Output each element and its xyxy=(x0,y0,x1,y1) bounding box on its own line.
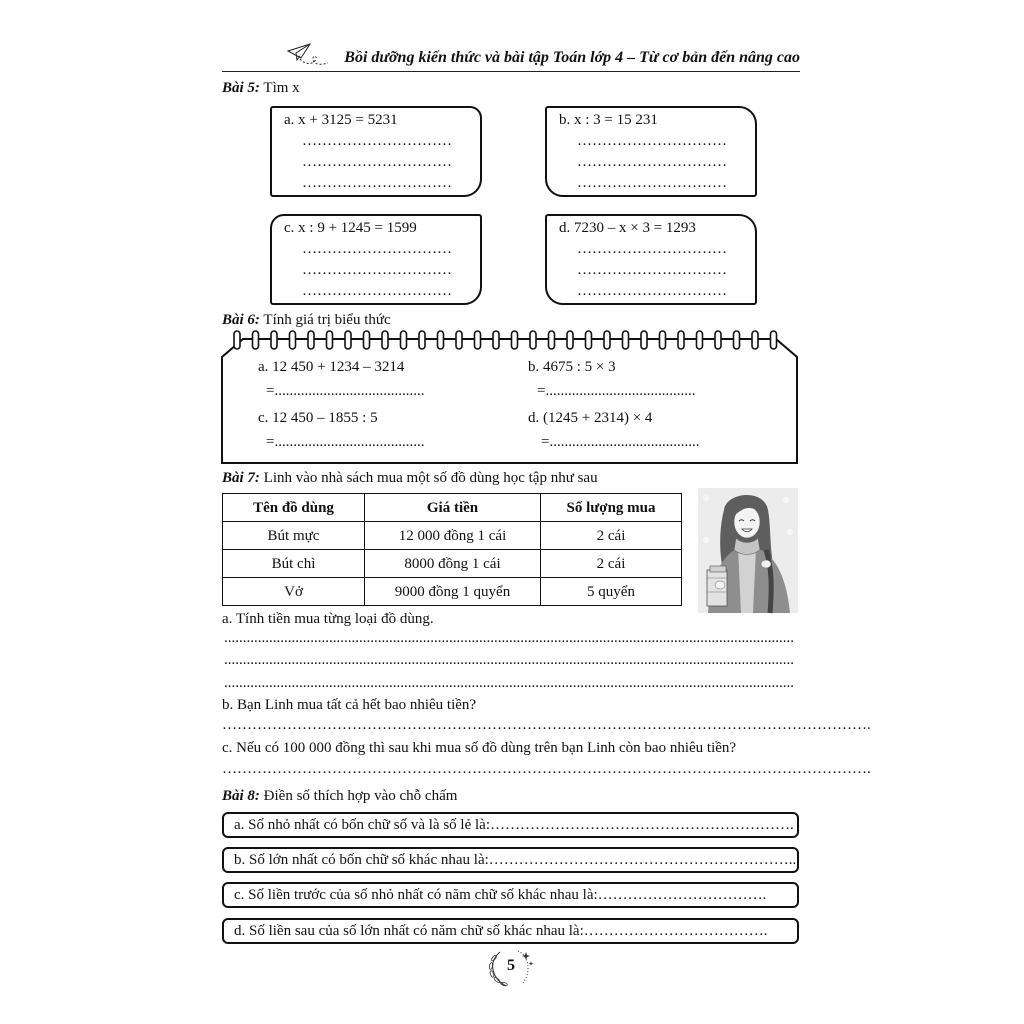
spiral-ring xyxy=(401,331,407,349)
plane-trail xyxy=(300,56,328,64)
table-cell: Vở xyxy=(223,578,365,606)
bai5-problem-c: c. x : 9 + 1245 = 1599 xyxy=(284,220,417,236)
spiral-ring xyxy=(530,331,536,349)
bai6-answer-c: =........................................ xyxy=(266,434,425,450)
spiral-ring xyxy=(438,331,444,349)
spiral-ring xyxy=(475,331,481,349)
hand xyxy=(715,581,725,589)
spiral-ring xyxy=(308,331,314,349)
answer-line: ........................................................................................................................................................ xyxy=(224,652,794,668)
page-number: 5 xyxy=(507,957,515,974)
answer-dots: ………………………… xyxy=(577,175,727,191)
bai8-instruction: Điền số thích hợp vào chỗ chấm xyxy=(263,788,458,804)
bai6-answer-a: =........................................ xyxy=(266,383,425,399)
spiral-ring xyxy=(549,331,555,349)
book xyxy=(710,566,726,572)
answer-line: ........................................................................................................................................................ xyxy=(224,630,794,646)
spiral-ring xyxy=(512,331,518,349)
answer-line: …………………………………………………………………………………………………………………. xyxy=(222,761,871,777)
header-rule xyxy=(222,71,800,72)
paper-plane-icon xyxy=(286,42,330,68)
pattern-dot xyxy=(787,529,793,535)
spiral-ring xyxy=(586,331,592,349)
answer-dots: ………………………… xyxy=(577,241,727,257)
answer-dots: ………………………… xyxy=(577,154,727,170)
spiral-ring xyxy=(567,331,573,349)
table-cell: 8000 đồng 1 cái xyxy=(365,550,541,578)
table-cell: 12 000 đồng 1 cái xyxy=(365,522,541,550)
bai6-expression-b: b. 4675 : 5 × 3 xyxy=(528,359,616,375)
pattern-dot xyxy=(703,495,709,501)
bai6-expression-d: d. (1245 + 2314) × 4 xyxy=(528,410,653,426)
bai5-problem-a: a. x + 3125 = 5231 xyxy=(284,112,398,128)
spiral-ring xyxy=(493,331,499,349)
table-cell: Bút mực xyxy=(223,522,365,550)
shirt xyxy=(738,548,756,613)
star-icon xyxy=(528,961,533,966)
spiral-ring xyxy=(734,331,740,349)
bai6-expression-c: c. 12 450 – 1855 : 5 xyxy=(258,410,378,426)
bai5-instruction: Tìm x xyxy=(263,80,300,96)
header-title: Bồi dưỡng kiến thức và bài tập Toán lớp 4 – Từ cơ bản đến nâng cao xyxy=(344,49,800,66)
answer-dots: ………………………… xyxy=(577,283,727,299)
spiral-ring xyxy=(345,331,351,349)
bai6-label: Bài 6: xyxy=(222,312,260,328)
spiral-ring xyxy=(456,331,462,349)
spiral-ring xyxy=(641,331,647,349)
star-icon xyxy=(522,952,530,960)
table-cell: 2 cái xyxy=(541,522,682,550)
bai5-problem-b: b. x : 3 = 15 231 xyxy=(559,112,658,128)
bai5-box-a xyxy=(270,106,482,197)
answer-line: …………………………………………………………………………………………………………………. xyxy=(222,717,871,733)
wreath-leaf xyxy=(491,954,498,961)
supplies-table xyxy=(222,493,682,606)
bai5-box-b xyxy=(545,106,757,197)
bai7-instruction: Linh vào nhà sách mua một số đồ dùng học tập như sau xyxy=(263,470,598,486)
student-illustration xyxy=(698,488,798,613)
answer-line: ........................................................................................................................................................ xyxy=(224,675,794,691)
spiral-ring xyxy=(271,331,277,349)
table-header-row xyxy=(223,494,682,522)
table-header-cell: Tên đồ dùng xyxy=(223,494,365,522)
table-row xyxy=(223,578,682,606)
bai5-box-d xyxy=(545,214,757,305)
bai8-item-c: c. Số liền trước của số nhỏ nhất có năm chữ số khác nhau là:……………………………. xyxy=(222,882,799,908)
bai7-question-b: b. Bạn Linh mua tất cả hết bao nhiêu tiền? xyxy=(222,697,477,713)
bai7-heading xyxy=(222,469,598,487)
bai7-question-c: c. Nếu có 100 000 đồng thì sau khi mua số đồ dùng trên bạn Linh còn bao nhiêu tiền? xyxy=(222,740,737,756)
answer-dots: ………………………… xyxy=(302,175,452,191)
answer-dots: ………………………… xyxy=(302,262,452,278)
spiral-ring xyxy=(327,331,333,349)
bai5-label: Bài 5: xyxy=(222,80,260,96)
table-cell: 2 cái xyxy=(541,550,682,578)
spiral-ring xyxy=(364,331,370,349)
bai5-heading xyxy=(222,79,300,97)
bai8-item-d: d. Số liền sau của số lớn nhất có năm chữ số khác nhau là:………………………………. xyxy=(222,918,799,944)
answer-dots: ………………………… xyxy=(577,262,727,278)
bai8-label: Bài 8: xyxy=(222,788,260,804)
pattern-dot xyxy=(703,537,709,543)
bai8-item-a: a. Số nhỏ nhất có bốn chữ số và là số lẻ là:……………………………………………………. xyxy=(222,812,799,838)
spiral-ring xyxy=(234,331,240,349)
spiral-ring xyxy=(752,331,758,349)
answer-dots: ………………………… xyxy=(302,241,452,257)
table-header-cell: Số lượng mua xyxy=(541,494,682,522)
table-header-cell: Giá tiền xyxy=(365,494,541,522)
table-row xyxy=(223,522,682,550)
answer-dots: ………………………… xyxy=(302,154,452,170)
bai6-expression-a: a. 12 450 + 1234 – 3214 xyxy=(258,359,405,375)
bai6-answer-d: =........................................ xyxy=(541,434,700,450)
hand xyxy=(761,560,771,568)
bai7-question-a: a. Tính tiền mua từng loại đồ dùng. xyxy=(222,611,434,627)
spiral-ring xyxy=(623,331,629,349)
answer-dots: ………………………… xyxy=(302,133,452,149)
spiral-ring xyxy=(771,331,777,349)
spiral-ring xyxy=(678,331,684,349)
wreath-leaf xyxy=(493,977,500,984)
spiral-ring xyxy=(604,331,610,349)
bai6-instruction: Tính giá trị biểu thức xyxy=(263,312,391,328)
wreath-leaf xyxy=(500,982,507,987)
spiral-ring xyxy=(660,331,666,349)
bai5-box-c xyxy=(270,214,482,305)
bai6-answer-b: =........................................ xyxy=(537,383,696,399)
spiral-ring xyxy=(697,331,703,349)
bai5-problem-d: d. 7230 – x × 3 = 1293 xyxy=(559,220,696,236)
spiral-ring xyxy=(290,331,296,349)
table-cell: 9000 đồng 1 quyển xyxy=(365,578,541,606)
answer-dots: ………………………… xyxy=(302,283,452,299)
table-cell: 5 quyển xyxy=(541,578,682,606)
spiral-ring xyxy=(382,331,388,349)
spiral-ring xyxy=(253,331,259,349)
table-cell: Bút chì xyxy=(223,550,365,578)
bai8-heading xyxy=(222,787,457,805)
bai8-item-b: b. Số lớn nhất có bốn chữ số khác nhau là:…………………………………………………….. xyxy=(222,847,799,873)
spiral-ring xyxy=(715,331,721,349)
pattern-dot xyxy=(783,497,789,503)
spiral-ring xyxy=(419,331,425,349)
bai7-label: Bài 7: xyxy=(222,470,260,486)
table-row xyxy=(223,550,682,578)
answer-dots: ………………………… xyxy=(577,133,727,149)
